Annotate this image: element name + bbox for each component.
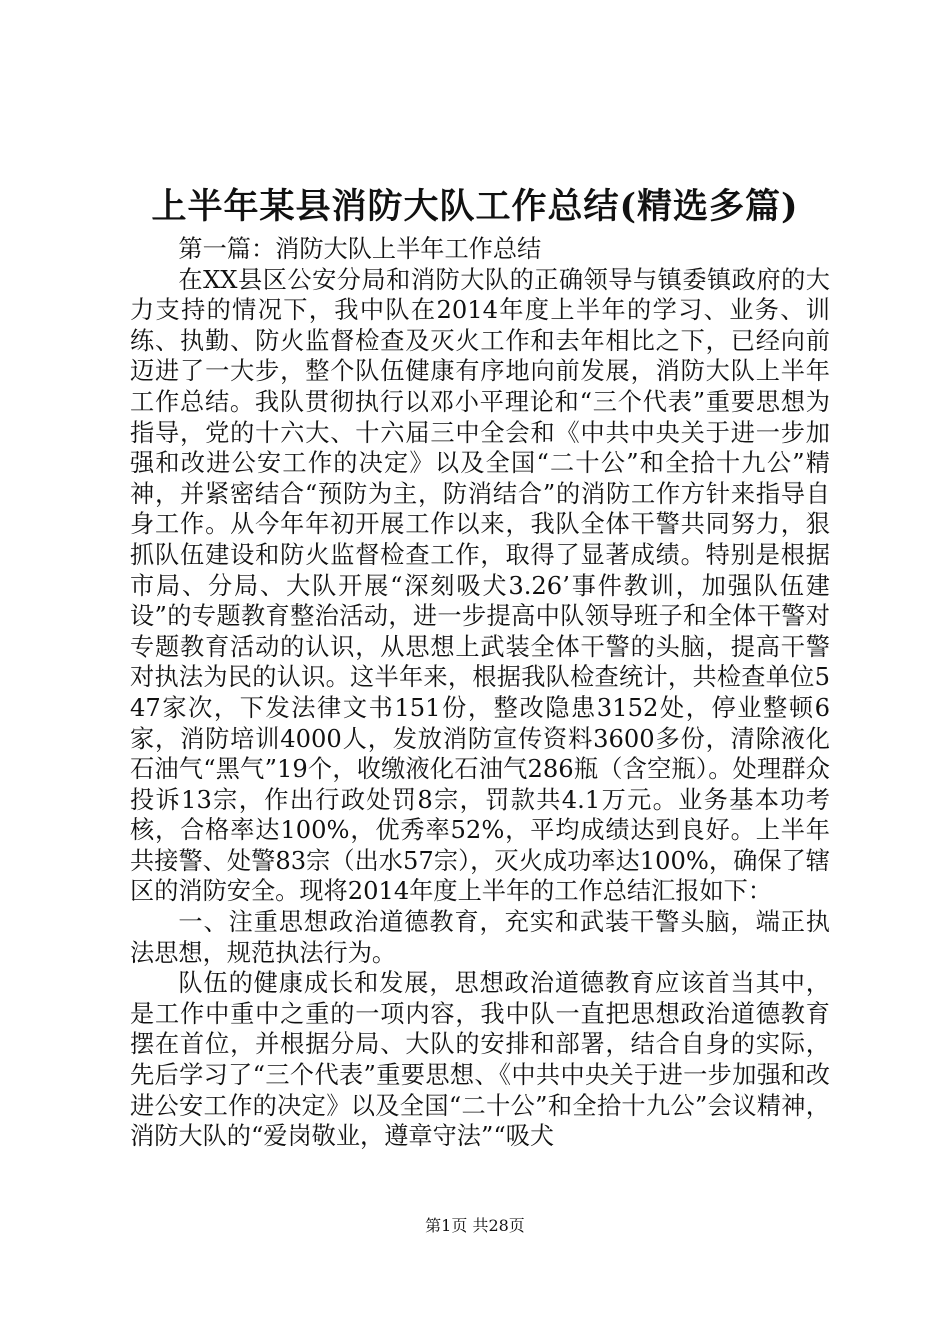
body-paragraph: 队伍的健康成长和发展，思想政治道德教育应该首当其中，是工作中重中之重的一项内容，我中队一直把思想政治道德教育摆在首位，并根据分局、大队的安排和部署，结合自身的实际，先后学习了“三个代表”重要思想、《中共中央关于进一步加强和改进公安工作的决定》以及全国“二十公”和全拾十九公”会议精神，消防大队的“爱岗敬业，遵章守法”“吸犬	[130, 969, 830, 1151]
section-heading: 第一篇：消防大队上半年工作总结	[178, 235, 542, 263]
document-body	[130, 234, 830, 1152]
page-number-footer: 第1页 共28页	[425, 1216, 525, 1235]
body-paragraph: 一、注重思想政治道德教育，充实和武装干警头脑，端正执法思想，规范执法行为。	[130, 908, 830, 967]
body-paragraph: 在XX县区公安分局和消防大队的正确领导与镇委镇政府的大力支持的情况下，我中队在2014年度上半年的学习、业务、训练、执勤、防火监督检查及灭火工作和去年相比之下，已经向前迈进了一大步，整个队伍健康有序地向前发展，消防大队上半年工作总结。我队贯彻执行以邓小平理论和“三个代表”重要思想为指导，党的十六大、十六届三中全会和《中共中央关于进一步加强和改进公安工作的决定》以及全国“二十公”和全拾十九公”精神，并紧密结合“预防为主，防消结合”的消防工作方针来指导自身工作。从今年年初开展工作以来，我队全体干警共同努力，狠抓队伍建设和防火监督检查工作，取得了显著成绩。特别是根据市局、分局、大队开展“深刻吸犬3.26’事件教训，加强队伍建设”的专题教育整治活动，进一步提高中队领导班子和全体干警对专题教育活动的认识，从思想上武装全体干警的头脑，提高干警对执法为民的认识。这半年来，根据我队检查统计，共检查单位547家次，下发法律文书151份，整改隐患3152处，停业整顿6家，消防培训4000人，发放消防宣传资料3600多份，清除液化石油气“黑气”19个，收缴液化石油气286瓶（含空瓶）。处理群众投诉13宗，作出行政处罚8宗，罚款共4.1万元。业务基本功考核，合格率达100%，优秀率52%，平均成绩达到良好。上半年共接警、处警83宗（出水57宗），灭火成功率达100%，确保了辖区的消防安全。现将2014年度上半年的工作总结汇报如下：	[130, 265, 830, 906]
document-title: 上半年某县消防大队工作总结(精选多篇)	[151, 186, 799, 227]
